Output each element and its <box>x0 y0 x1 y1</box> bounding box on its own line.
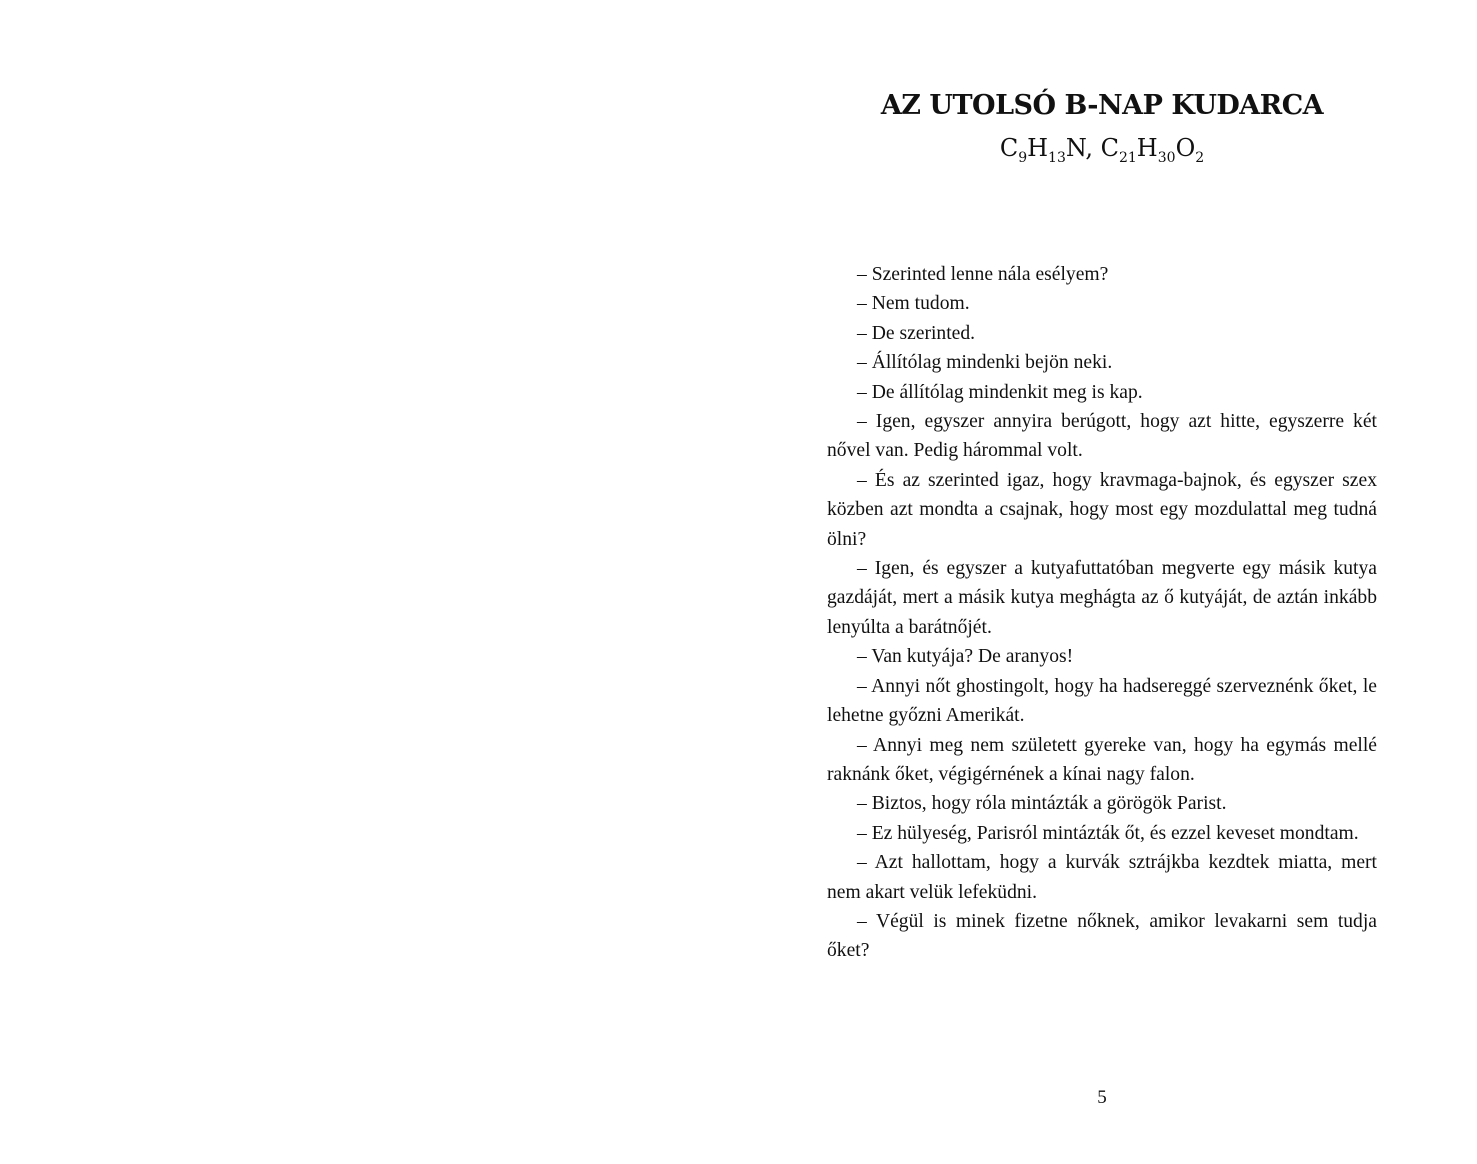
dialogue-paragraph: – Annyi meg nem született gyereke van, hogy ha egymás mellé raknánk őket, végigérnének a kínai nagy falon. <box>827 734 1377 785</box>
chapter-title: AZ UTOLSÓ B-NAP KUDARCA <box>880 90 1324 121</box>
dialogue-paragraph: – Azt hallottam, hogy a kurvák sztrájkba kezdtek miatta, mert nem akart velük lefeküdni. <box>827 852 1377 903</box>
dialogue-paragraph: – De szerinted. <box>857 322 976 344</box>
body-text <box>827 260 1377 966</box>
left-page-blank <box>0 0 738 1164</box>
formula-part: N, $C_{21}$ <box>1065 134 1137 166</box>
dialogue-paragraph: – Ez hülyeség, Parisról mintázták őt, és ezzel keveset mondtam. <box>857 822 1359 844</box>
formula-part: $O_2$ <box>1175 134 1205 166</box>
dialogue-paragraph: – És az szerinted igaz, hogy kravmaga-bajnok, és egyszer szex közben azt mondta a csajnak, hogy most egy mozdulattal meg tudná ölni? <box>827 469 1377 550</box>
dialogue-paragraph: – Van kutyája? De aranyos! <box>857 646 1074 668</box>
dialogue-paragraph: – De állítólag mindenkit meg is kap. <box>857 381 1143 403</box>
dialogue-paragraph: – Állítólag mindenki bejön neki. <box>857 352 1113 374</box>
dialogue-paragraph: – Biztos, hogy róla mintázták a görögök Parist. <box>857 793 1227 815</box>
dialogue-paragraph: – Igen, és egyszer a kutyafuttatóban megverte egy másik kutya gazdáját, mert a másik kutya meghágta az ő kutyáját, de aztán inkább lenyúlta a barátnőjét. <box>827 558 1377 638</box>
dialogue-paragraph: – Igen, egyszer annyira berúgott, hogy azt hitte, egyszerre két nővel van. Pedig hárommal volt. <box>827 411 1377 462</box>
dialogue-paragraph: – Nem tudom. <box>857 293 970 315</box>
formula-part: $C_9$ <box>999 134 1028 166</box>
page-number: 5 <box>1097 1087 1107 1108</box>
formula-part: $H_{13}$ <box>1027 134 1066 166</box>
formula-part: $H_{30}$ <box>1136 134 1176 166</box>
chemical-formula <box>827 128 1377 168</box>
dialogue-paragraph: – Végül is minek fizetne nőknek, amikor levakarni sem tudja őket? <box>827 910 1377 962</box>
dialogue-paragraph: – Szerinted lenne nála esélyem? <box>857 264 1109 285</box>
dialogue-paragraph: – Annyi nőt ghostingolt, hogy ha hadsereggé szerveznénk őket, le lehetne győzni Amerikát. <box>827 675 1377 727</box>
